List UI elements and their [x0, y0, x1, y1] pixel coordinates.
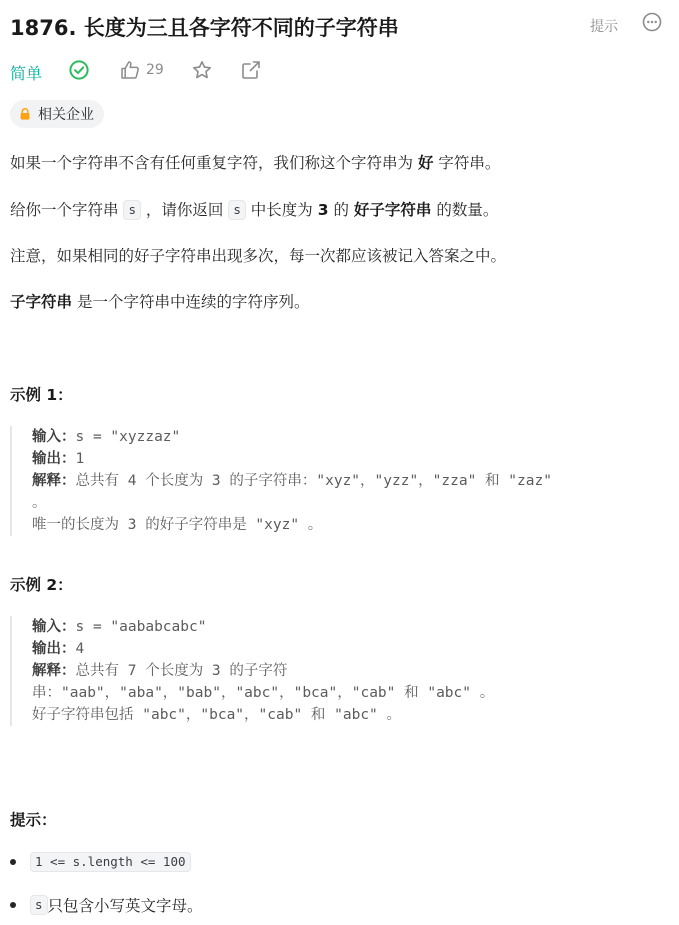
problem-header: [10, 8, 670, 42]
share-icon[interactable]: [240, 59, 262, 81]
problem-title: 1876. 长度为三且各字符不同的子字符串: [10, 16, 399, 40]
difficulty-badge: 简单: [10, 64, 43, 83]
solved-check-icon: [68, 59, 90, 81]
bullet-icon: [10, 902, 16, 908]
related-companies-tag[interactable]: [10, 100, 104, 128]
hint-button[interactable]: 提示: [590, 19, 618, 35]
constraint-item: s 只包含小写英文字母。: [10, 894, 203, 916]
constraint-code: s: [30, 895, 48, 915]
thumbs-up-icon[interactable]: [119, 59, 141, 81]
description-paragraph-4: 子字符串 是一个字符串中连续的字符序列。: [10, 293, 310, 311]
description-paragraph-1: 如果一个字符串不含有任何重复字符，我们称这个字符串为 好 字符串。: [10, 154, 501, 172]
example-2-title: 示例 2：: [10, 576, 73, 594]
inline-code-s: s: [123, 200, 141, 220]
example-1-title: 示例 1：: [10, 386, 73, 404]
example-1-block: 输入：s = "xyzzaz" 输出：1 解释：总共有 4 个长度为 3 的子字符串："xyz"，"yzz"，"zza" 和 "zaz" 。 唯一的长度为 3 的好子字符串是 "xyz" 。: [10, 426, 665, 536]
example-2-block: 输入：s = "aababcabc" 输出：4 解释：总共有 7 个长度为 3 的子字符 串："aab"，"aba"，"bab"，"abc"，"bca"，"cab" 和 "abc" 。 好子字符串包括 "abc"，"bca"，"cab" 和 "abc" 。: [10, 616, 665, 726]
inline-code-s: s: [228, 200, 246, 220]
related-companies-label: 相关企业: [38, 107, 94, 123]
description-paragraph-2: 给你一个字符串 s ，请你返回 s 中长度为 3 的 好子字符串 的数量。: [10, 201, 499, 219]
description-paragraph-3: 注意，如果相同的好子字符串出现多次，每一次都应该被记入答案之中。: [10, 247, 507, 265]
star-icon[interactable]: [191, 59, 213, 81]
problem-meta-row: [10, 57, 410, 85]
like-count: 29: [146, 62, 164, 78]
constraints-title: 提示：: [10, 811, 57, 829]
constraint-item: [10, 852, 191, 872]
constraint-code: 1 <= s.length <= 100: [30, 852, 191, 872]
bullet-icon: [10, 859, 16, 865]
ellipsis-circle-icon[interactable]: [642, 12, 662, 32]
lock-icon: [18, 107, 32, 121]
